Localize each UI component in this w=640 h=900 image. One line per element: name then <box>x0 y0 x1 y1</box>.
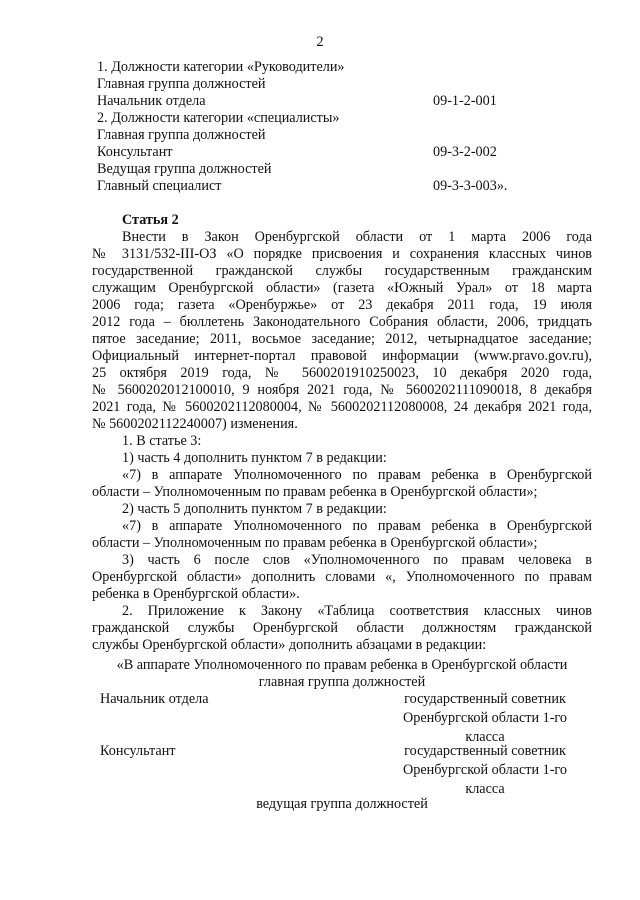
body-line: 2012 года – бюллетень Законодательного Собрания области, 2006, тридцать <box>92 314 592 330</box>
table-row-rank: государственный советник <box>404 691 566 707</box>
page-number: 2 <box>316 34 324 50</box>
list-item: Главный специалист <box>97 178 222 194</box>
table-row-rank: Оренбургской области 1-го <box>403 762 567 778</box>
position-code: 09-3-3-003». <box>433 178 508 194</box>
body-line: государственной гражданской службы государственным гражданским <box>92 263 592 279</box>
table-row-rank: Оренбургской области 1-го <box>403 710 567 726</box>
list-item: 1. Должности категории «Руководители» <box>97 59 345 75</box>
body-line: 25 октября 2019 года, № 5600201910250023, 10 декабря 2020 года, <box>92 365 592 381</box>
list-item: Главная группа должностей <box>97 76 266 92</box>
list-item: Консультант <box>97 144 173 160</box>
body-line: № 5600202112240007) изменения. <box>92 416 298 432</box>
body-line: № 3131/532-III-ОЗ «О порядке присвоения и сохранения классных чинов <box>92 246 592 262</box>
list-item: Ведущая группа должностей <box>97 161 272 177</box>
table-row-position: Консультант <box>100 743 176 759</box>
table-row-position: Начальник отдела <box>100 691 209 707</box>
list-item: 2. Должности категории «специалисты» <box>97 110 340 126</box>
body-line: области – Уполномоченным по правам ребенка в Оренбургской области»; <box>92 535 538 551</box>
body-line: «7) в аппарате Уполномоченного по правам ребенка в Оренбургской <box>122 467 592 483</box>
body-line: 3) часть 6 после слов «Уполномоченного по правам человека в <box>122 552 592 568</box>
body-line: пятое заседание; 2011, восьмое заседание; 2012, четырнадцатое заседание; <box>92 331 592 347</box>
body-line: 2) часть 5 дополнить пунктом 7 в редакции: <box>122 501 387 517</box>
body-line: 2021 года, № 5600202112080004, № 5600202112080008, 24 декабря 2021 года, <box>92 399 592 415</box>
group-heading: ведущая группа должностей <box>256 796 428 812</box>
body-line: 1. В статье 3: <box>122 433 202 449</box>
list-item: Начальник отдела <box>97 93 206 109</box>
body-line: 1) часть 4 дополнить пунктом 7 в редакции: <box>122 450 387 466</box>
position-code: 09-1-2-001 <box>433 93 497 109</box>
body-line: 2. Приложение к Закону «Таблица соответствия классных чинов <box>122 603 592 619</box>
body-line: службы Оренбургской области» дополнить абзацами в редакции: <box>92 637 487 653</box>
body-line: Официальный интернет-портал правовой информации (www.pravo.gov.ru), <box>92 348 592 364</box>
table-row-rank: государственный советник <box>404 743 566 759</box>
appendix-title: «В аппарате Уполномоченного по правам ребенка в Оренбургской области <box>116 657 568 673</box>
body-line: служащим Оренбургской области» (газета «Южный Урал» от 18 марта <box>92 280 592 296</box>
body-line: 2006 года; газета «Оренбуржье» от 23 декабря 2011 года, 19 июля <box>92 297 592 313</box>
body-line: гражданской службы Оренбургской области должностям гражданской <box>92 620 592 636</box>
body-line: ребенка в Оренбургской области». <box>92 586 300 602</box>
table-row-rank: класса <box>465 781 505 797</box>
article-heading: Статья 2 <box>122 212 179 228</box>
body-line: «7) в аппарате Уполномоченного по правам ребенка в Оренбургской <box>122 518 592 534</box>
body-line: № 5600202012100010, 9 ноября 2021 года, № 5600202111090018, 8 декабря <box>92 382 592 398</box>
list-item: Главная группа должностей <box>97 127 266 143</box>
group-heading: главная группа должностей <box>258 674 426 690</box>
body-line: Оренбургской области» дополнить словами «, Уполномоченного по правам <box>92 569 592 585</box>
body-line: Внести в Закон Оренбургской области от 1 марта 2006 года <box>122 229 592 245</box>
table-row-rank: класса <box>465 729 505 745</box>
position-code: 09-3-2-002 <box>433 144 497 160</box>
body-line: области – Уполномоченным по правам ребенка в Оренбургской области»; <box>92 484 538 500</box>
